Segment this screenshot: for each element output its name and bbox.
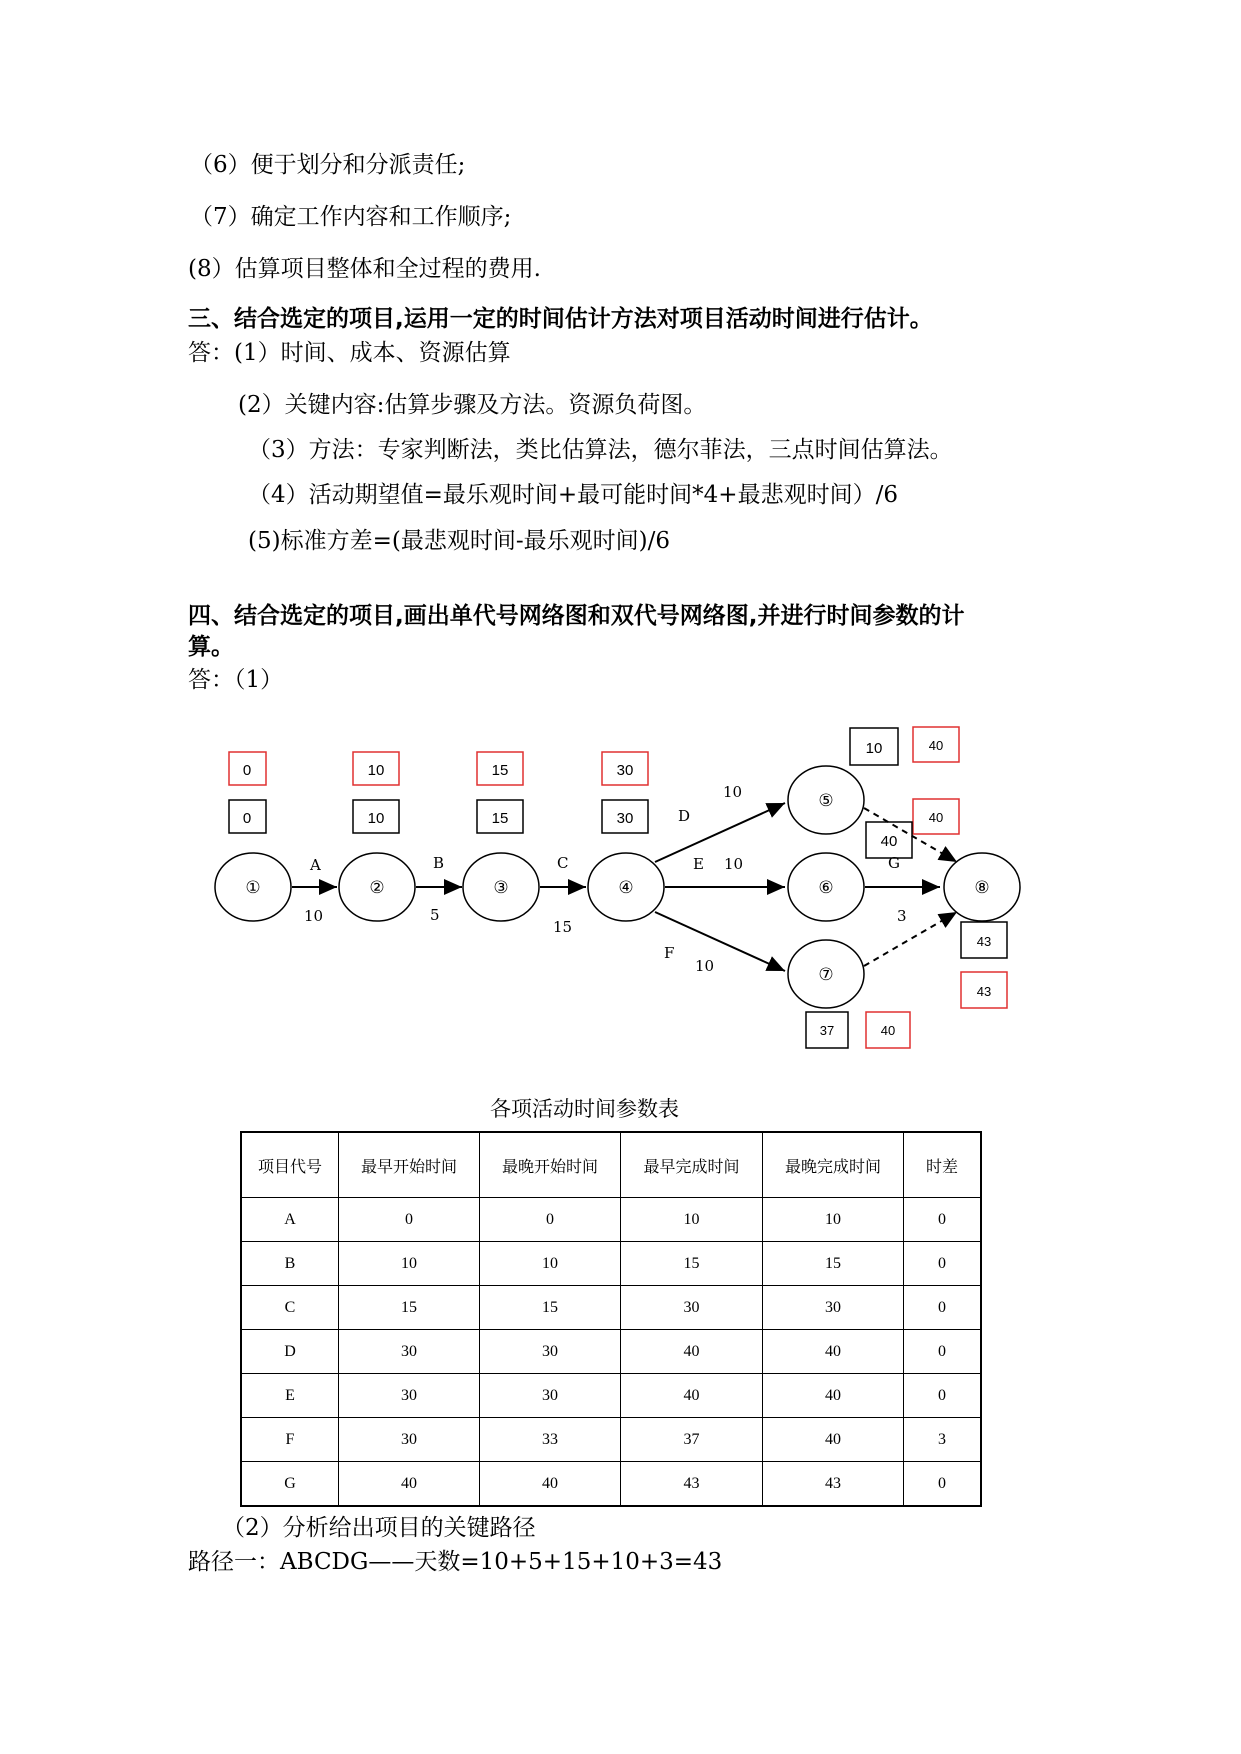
svg-text:10: 10 xyxy=(367,762,385,779)
table-header-row xyxy=(241,1132,981,1198)
svg-text:40: 40 xyxy=(880,833,898,850)
early-time-box-7 xyxy=(806,1012,848,1048)
svg-text:0: 0 xyxy=(242,810,252,827)
column-header: 最晚开始时间 xyxy=(480,1132,621,1198)
svg-text:40: 40 xyxy=(928,738,944,753)
section-heading-3: 三、结合选定的项目,运用一定的时间估计方法对项目活动时间进行估计。 xyxy=(188,306,933,332)
activity-duration-b: 5 xyxy=(430,906,440,924)
node-2 xyxy=(339,853,415,921)
table-row xyxy=(241,1198,981,1242)
svg-text:40: 40 xyxy=(880,1023,896,1038)
activity-duration-e: 10 xyxy=(724,855,744,873)
node-5 xyxy=(788,766,864,834)
column-header: 最早完成时间 xyxy=(621,1132,763,1198)
answer-line-4: （4）活动期望值=最乐观时间+最可能时间*4+最悲观时间）/6 xyxy=(248,482,898,508)
svg-text:10: 10 xyxy=(865,740,883,757)
table-cell: 0 xyxy=(904,1330,982,1374)
table-cell: 30 xyxy=(480,1374,621,1418)
table-cell: 0 xyxy=(339,1198,480,1242)
svg-text:15: 15 xyxy=(491,762,509,779)
table-cell: D xyxy=(241,1330,339,1374)
table-cell: 0 xyxy=(480,1198,621,1242)
svg-text:⑥: ⑥ xyxy=(818,878,834,898)
late-time-box-6 xyxy=(913,799,959,834)
dummy-arrow-7-8 xyxy=(864,912,957,966)
network-diagram xyxy=(200,725,1050,1060)
svg-text:④: ④ xyxy=(618,878,634,898)
table-cell: 40 xyxy=(763,1330,904,1374)
svg-text:40: 40 xyxy=(928,810,944,825)
table-cell: 10 xyxy=(480,1242,621,1286)
answer-line-5: (5)标准方差=(最悲观时间-最乐观时间)/6 xyxy=(248,528,670,554)
table-cell: 30 xyxy=(339,1374,480,1418)
early-time-box-2 xyxy=(353,800,399,833)
late-time-box-3 xyxy=(477,752,523,785)
table-cell: 0 xyxy=(904,1286,982,1330)
column-header: 时差 xyxy=(904,1132,982,1198)
svg-text:30: 30 xyxy=(616,810,634,827)
table-cell: 40 xyxy=(339,1462,480,1507)
activity-label-f: F xyxy=(664,944,675,962)
early-time-box-5 xyxy=(850,728,898,765)
answer-part-2: （2）分析给出项目的关键路径 xyxy=(222,1515,536,1541)
activity-duration-f: 10 xyxy=(695,957,715,975)
table-cell: 10 xyxy=(339,1242,480,1286)
svg-text:⑦: ⑦ xyxy=(818,965,834,985)
activity-label-c: C xyxy=(557,854,569,872)
activity-parameter-table xyxy=(240,1131,982,1507)
svg-text:①: ① xyxy=(245,878,261,898)
arrow-f xyxy=(655,912,785,971)
activity-label-b: B xyxy=(433,854,445,872)
node-1 xyxy=(215,853,291,921)
svg-text:15: 15 xyxy=(491,810,509,827)
section-heading-4: 四、结合选定的项目,画出单代号网络图和双代号网络图,并进行时间参数的计 xyxy=(188,603,965,629)
answer-part-1: 答：（1） xyxy=(188,667,284,693)
svg-text:⑧: ⑧ xyxy=(974,878,990,898)
early-time-box-8 xyxy=(961,922,1007,958)
column-header: 项目代号 xyxy=(241,1132,339,1198)
table-cell: G xyxy=(241,1462,339,1507)
answer-line-3: （3）方法：专家判断法，类比估算法，德尔菲法，三点时间估算法。 xyxy=(248,437,953,463)
table-cell: 3 xyxy=(904,1418,982,1462)
node-4 xyxy=(588,853,664,921)
table-cell: 0 xyxy=(904,1374,982,1418)
answer-line-2: (2）关键内容:估算步骤及方法。资源负荷图。 xyxy=(238,392,707,418)
table-row xyxy=(241,1330,981,1374)
activity-duration-g: 3 xyxy=(897,907,907,925)
table-row xyxy=(241,1418,981,1462)
table-cell: 0 xyxy=(904,1242,982,1286)
activity-label-d: D xyxy=(678,807,691,825)
table-cell: 40 xyxy=(763,1374,904,1418)
list-item-6: （6）便于划分和分派责任; xyxy=(190,152,466,178)
column-header: 最早开始时间 xyxy=(339,1132,480,1198)
table-title: 各项活动时间参数表 xyxy=(490,1097,679,1121)
list-item-8: (8）估算项目整体和全过程的费用. xyxy=(188,256,541,282)
table-row xyxy=(241,1286,981,1330)
table-cell: 40 xyxy=(621,1330,763,1374)
table-cell: 40 xyxy=(763,1418,904,1462)
late-time-box-7 xyxy=(866,1012,910,1048)
svg-text:37: 37 xyxy=(819,1023,835,1038)
table-cell: A xyxy=(241,1198,339,1242)
table-cell: 10 xyxy=(763,1198,904,1242)
section-heading-4-cont: 算。 xyxy=(188,634,234,660)
early-time-box-1 xyxy=(229,800,266,833)
late-time-box-8 xyxy=(961,972,1007,1008)
table-cell: 33 xyxy=(480,1418,621,1462)
late-time-box-2 xyxy=(353,752,399,785)
table-cell: E xyxy=(241,1374,339,1418)
arrow-d xyxy=(655,803,785,862)
answer-line-1: 答：(1）时间、成本、资源估算 xyxy=(188,340,511,366)
late-time-box-1 xyxy=(229,752,266,785)
svg-text:③: ③ xyxy=(493,878,509,898)
svg-text:0: 0 xyxy=(242,762,252,779)
table-cell: 43 xyxy=(763,1462,904,1507)
activity-duration-a: 10 xyxy=(304,907,324,925)
early-time-box-3 xyxy=(477,800,523,833)
svg-text:②: ② xyxy=(369,878,385,898)
svg-text:10: 10 xyxy=(367,810,385,827)
table-cell: 15 xyxy=(621,1242,763,1286)
table-row xyxy=(241,1462,981,1507)
table-cell: C xyxy=(241,1286,339,1330)
activity-label-e: E xyxy=(693,855,704,873)
svg-text:43: 43 xyxy=(976,984,992,999)
table-cell: 37 xyxy=(621,1418,763,1462)
table-cell: 30 xyxy=(480,1330,621,1374)
svg-text:43: 43 xyxy=(976,934,992,949)
table-cell: 15 xyxy=(480,1286,621,1330)
early-time-box-6 xyxy=(866,822,912,858)
node-7 xyxy=(788,940,864,1008)
table-cell: 15 xyxy=(339,1286,480,1330)
svg-text:30: 30 xyxy=(616,762,634,779)
activity-label-a: A xyxy=(310,856,321,874)
table-cell: 30 xyxy=(763,1286,904,1330)
table-cell: 15 xyxy=(763,1242,904,1286)
node-8 xyxy=(944,853,1020,921)
list-item-7: （7）确定工作内容和工作顺序; xyxy=(190,204,512,230)
activity-duration-d: 10 xyxy=(723,783,743,801)
table-row xyxy=(241,1242,981,1286)
activity-duration-c: 15 xyxy=(553,918,573,936)
early-time-box-4 xyxy=(602,800,648,833)
node-6 xyxy=(788,853,864,921)
column-header: 最晚完成时间 xyxy=(763,1132,904,1198)
late-time-box-4 xyxy=(602,752,648,785)
node-3 xyxy=(463,853,539,921)
table-cell: F xyxy=(241,1418,339,1462)
table-cell: 30 xyxy=(621,1286,763,1330)
table-cell: 0 xyxy=(904,1462,982,1507)
svg-text:⑤: ⑤ xyxy=(818,791,834,811)
activity-label-g: G xyxy=(888,854,900,872)
table-cell: 30 xyxy=(339,1418,480,1462)
table-cell: 43 xyxy=(621,1462,763,1507)
late-time-box-5 xyxy=(913,727,959,762)
table-cell: 10 xyxy=(621,1198,763,1242)
critical-path-line: 路径一：ABCDG——天数=10+5+15+10+3=43 xyxy=(188,1549,723,1575)
table-cell: 40 xyxy=(621,1374,763,1418)
table-cell: 30 xyxy=(339,1330,480,1374)
table-cell: B xyxy=(241,1242,339,1286)
table-row xyxy=(241,1374,981,1418)
table-cell: 40 xyxy=(480,1462,621,1507)
table-cell: 0 xyxy=(904,1198,982,1242)
